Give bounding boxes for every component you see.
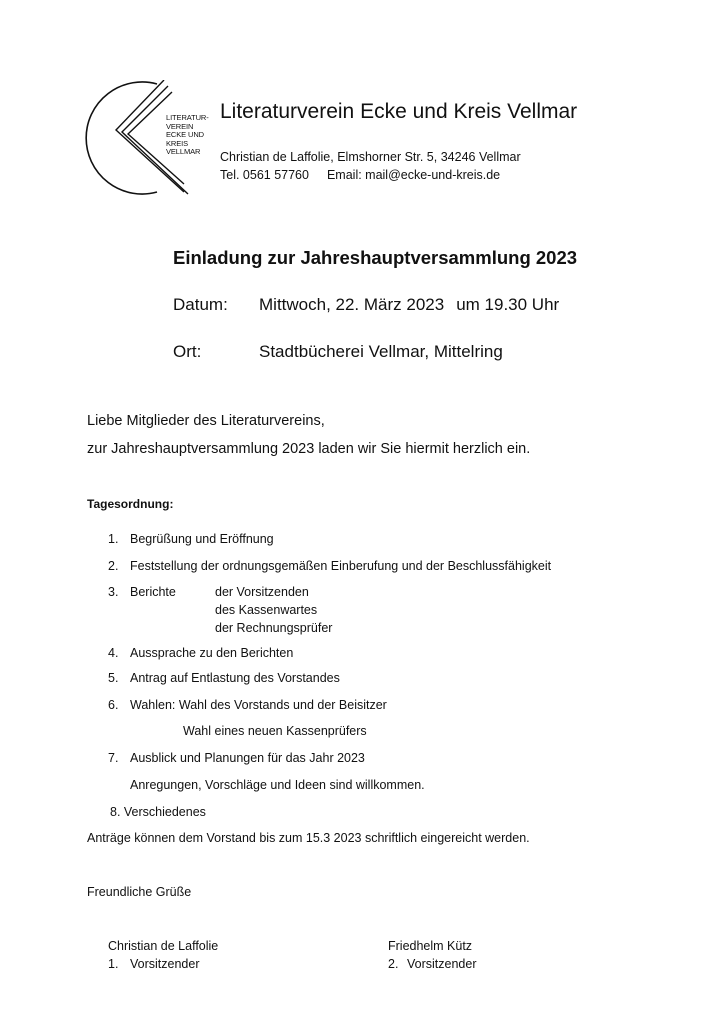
logo-line: ECKE UND	[166, 130, 204, 140]
invitation-title: Einladung zur Jahreshauptversammlung 2023	[173, 247, 578, 268]
signer-role-number: 1.	[108, 957, 119, 971]
agenda-item-number: 2.	[108, 559, 119, 573]
date-value: Mittwoch, 22. März 2023	[259, 295, 445, 314]
agenda-item-text: Aussprache zu den Berichten	[130, 646, 294, 660]
contact-line	[220, 168, 500, 182]
sender-address: Christian de Laffolie, Elmshorner Str. 5, 34246 Vellmar	[220, 150, 521, 164]
agenda-item-text: 8. Verschiedenes	[110, 805, 206, 819]
agenda-item-number: 7.	[108, 751, 119, 765]
event-date	[259, 295, 559, 315]
logo-line: VEREIN	[166, 121, 194, 131]
invitation-sentence: zur Jahreshauptversammlung 2023 laden wir Sie hiermit herzlich ein.	[87, 441, 531, 457]
phone-number: Tel. 0561 57760	[220, 168, 309, 182]
agenda-subitem: Anregungen, Vorschläge und Ideen sind willkommen.	[130, 778, 425, 792]
agenda-item-number: 1.	[108, 532, 119, 546]
logo-wordmark	[166, 114, 209, 157]
signer-name: Christian de Laffolie	[108, 939, 219, 953]
time-value: um 19.30 Uhr	[456, 295, 560, 314]
agenda-subitem: des Kassenwartes	[215, 603, 318, 617]
agenda-subitem: der Rechnungsprüfer	[215, 621, 333, 635]
agenda-subitem: der Vorsitzenden	[215, 585, 309, 599]
agenda-item-text: Wahlen: Wahl des Vorstands und der Beisitzer	[130, 698, 387, 712]
agenda-item-number: 3.	[108, 585, 119, 599]
signer-name: Friedhelm Kütz	[388, 939, 473, 953]
agenda-subitem: Wahl eines neuen Kassenprüfers	[183, 724, 367, 738]
place-label: Ort:	[173, 342, 202, 361]
email-address: Email: mail@ecke-und-kreis.de	[326, 168, 501, 182]
signer-role-number: 2.	[388, 957, 399, 971]
organization-name: Literaturverein Ecke und Kreis Vellmar	[220, 100, 578, 123]
signer-role: Vorsitzender	[407, 957, 477, 971]
agenda-item-number: 4.	[108, 646, 119, 660]
date-label: Datum:	[173, 295, 228, 314]
agenda-item-text: Feststellung der ordnungsgemäßen Einberufung und der Beschlussfähigkeit	[130, 559, 552, 573]
signer-role: Vorsitzender	[130, 957, 200, 971]
agenda-heading: Tagesordnung:	[87, 497, 174, 511]
agenda-item-text: Begrüßung und Eröffnung	[130, 532, 274, 546]
salutation: Liebe Mitglieder des Literaturvereins,	[87, 413, 325, 429]
agenda-item-number: 5.	[108, 671, 119, 685]
agenda-item-text: Berichte	[130, 585, 176, 599]
agenda-item-text: Antrag auf Entlastung des Vorstandes	[130, 671, 340, 685]
closing-regards: Freundliche Grüße	[87, 885, 192, 899]
agenda-item-text: Ausblick und Planungen für das Jahr 2023	[130, 751, 365, 765]
logo-line: LITERATUR-	[166, 113, 209, 122]
motions-note: Anträge können dem Vorstand bis zum 15.3 2023 schriftlich eingereicht werden.	[87, 831, 530, 845]
agenda-item-number: 6.	[108, 698, 119, 712]
logo-line: KREIS	[166, 138, 189, 148]
logo-line: VELLMAR	[166, 147, 201, 157]
place-value: Stadtbücherei Vellmar, Mittelring	[259, 342, 503, 361]
